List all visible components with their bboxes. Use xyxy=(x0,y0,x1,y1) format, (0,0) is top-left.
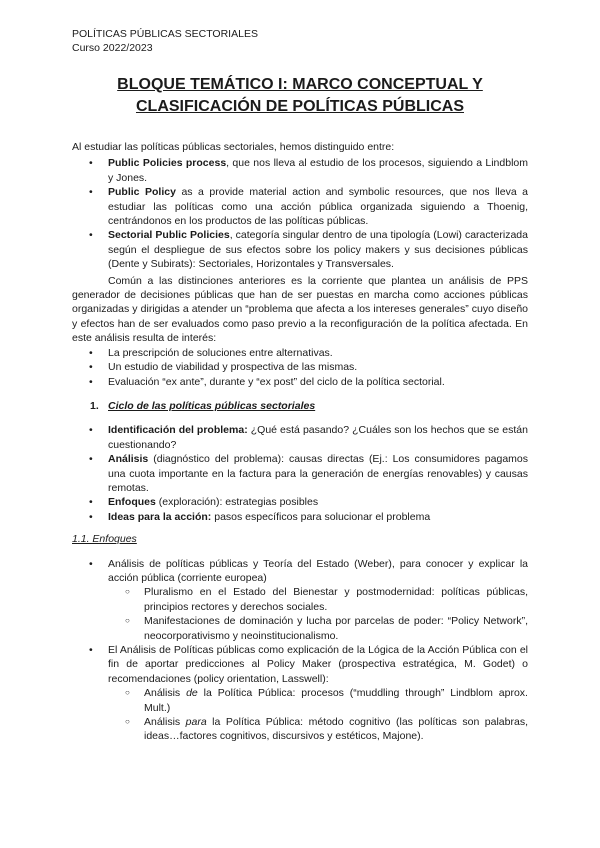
list-item: • La prescripción de soluciones entre alternativas. xyxy=(72,346,528,360)
list-item xyxy=(72,228,528,271)
cycle-text: (exploración): estrategias posibles xyxy=(155,496,319,509)
list-item: • Un estudio de viabilidad y prospectiva de las mismas. xyxy=(72,360,528,374)
approach-text: El Análisis de Políticas públicas como explicación de la Lógica de la Acción Pública con el fin de aportar predicciones al Policy Maker (prospectiva estratégica, M. Godet) o recomendaciones (policy orientation, Lasswell): xyxy=(108,644,528,685)
concept-term: Public Policies process xyxy=(108,157,227,170)
title-line-2: CLASIFICACIÓN DE POLÍTICAS PÚBLICAS xyxy=(135,98,464,115)
list-item xyxy=(72,643,528,744)
document-title xyxy=(72,74,528,118)
main-paragraph: Común a las distinciones anteriores es la corriente que plantea un análisis de PPS generador de decisiones públicas que han de ser puestas en marcha como acciones públicas organizadas y dirigidas a atender un “problema que afecta a los intereses generales” cuyo diseño y efectos han de ser evaluados como paso previo a la reconfiguración de la política afectada. En este análisis resulta de interés: xyxy=(72,274,528,345)
concept-text: as a provide material action and symbolic resources, que nos lleva a estudiar las políticas como una acción pública organizada siguiendo a Thoenig, centrándonos en los productos de las políticas públicas. xyxy=(108,186,529,228)
approaches-list xyxy=(72,557,528,744)
page-header xyxy=(72,27,258,55)
sub-emphasis: para xyxy=(185,716,207,729)
list-item xyxy=(72,452,528,495)
section-title: Ciclo de las políticas públicas sectoriales xyxy=(108,399,316,412)
approach-text: Análisis de políticas públicas y Teoría del Estado (Weber), para conocer y explicar la acción pública (corriente europea) xyxy=(108,557,528,584)
concept-term: Public Policy xyxy=(108,186,176,199)
sub-text: Análisis xyxy=(144,687,187,700)
title-line-1: BLOQUE TEMÁTICO I: MARCO CONCEPTUAL Y xyxy=(117,76,483,93)
concepts-list xyxy=(72,156,528,271)
list-item xyxy=(72,510,528,524)
list-item: • Evaluación “ex ante”, durante y “ex post” del ciclo de la política sectorial. xyxy=(72,375,528,389)
interest-list xyxy=(72,346,528,389)
cycle-list xyxy=(72,423,528,524)
cycle-term: Identificación del problema: xyxy=(108,424,248,437)
sub-list-item xyxy=(108,715,528,744)
sub-emphasis: de xyxy=(186,687,198,700)
section-number: 1. xyxy=(90,399,99,412)
sub-text: la Política Pública: método cognitivo (las políticas son palabras, ideas…factores cognitivos, discursivos y estéticos, Majone). xyxy=(144,716,528,743)
concept-text: , categoría singular dentro de una tipología (Lowi) caracterizada según el despliegue de sus efectos sobre los policy makers y sus decisiones públicas (Dente y Subirats): Sectoriales, Horizontales y Transversales. xyxy=(108,229,528,271)
course-year: Curso 2022/2023 xyxy=(72,42,153,54)
concept-term: Sectorial Public Policies xyxy=(108,229,230,242)
document-body xyxy=(72,140,528,744)
sub-list xyxy=(108,585,528,643)
concept-text: , que nos lleva al estudio de los procesos, siguiendo a Lindblom y Jones. xyxy=(108,157,528,184)
intro-paragraph: Al estudiar las políticas públicas sectoriales, hemos distinguido entre: xyxy=(72,141,395,153)
sub-list-item: ○ Pluralismo en el Estado del Bienestar y postmodernidad: políticas públicas, principios rectores y derechos sociales. xyxy=(108,585,528,614)
cycle-text: ¿Qué está pasando? ¿Cuáles son los hechos que se están cuestionando? xyxy=(108,424,528,451)
cycle-text: pasos específicos para solucionar el problema xyxy=(211,510,431,523)
sub-list xyxy=(108,686,528,744)
sub-text: Análisis xyxy=(144,716,186,729)
cycle-term: Ideas para la acción: xyxy=(108,510,212,523)
list-item xyxy=(72,557,528,643)
sub-list-item xyxy=(108,686,528,715)
cycle-term: Enfoques xyxy=(108,496,156,509)
sub-text: la Política Pública: procesos (“muddling through” Lindblom aprox. Mult.) xyxy=(144,687,528,714)
subsection-heading: 1.1. Enfoques xyxy=(72,533,137,546)
section-heading xyxy=(72,399,528,413)
sub-list-item: ○ Manifestaciones de dominación y lucha por parcelas de poder: “Policy Network”, neocorporativismo y neoinstitucionalismo. xyxy=(108,614,528,643)
cycle-term: Análisis xyxy=(108,453,149,466)
cycle-text: (diagnóstico del problema): causas directas (Ej.: Los consumidores pagamos una cuota importante en la factura para la generación de energías renovables) y causas remotas. xyxy=(108,453,528,494)
course-title: POLÍTICAS PÚBLICAS SECTORIALES xyxy=(72,28,258,40)
list-item xyxy=(72,423,528,452)
list-item xyxy=(72,156,528,185)
list-item xyxy=(72,495,528,509)
list-item xyxy=(72,185,528,228)
